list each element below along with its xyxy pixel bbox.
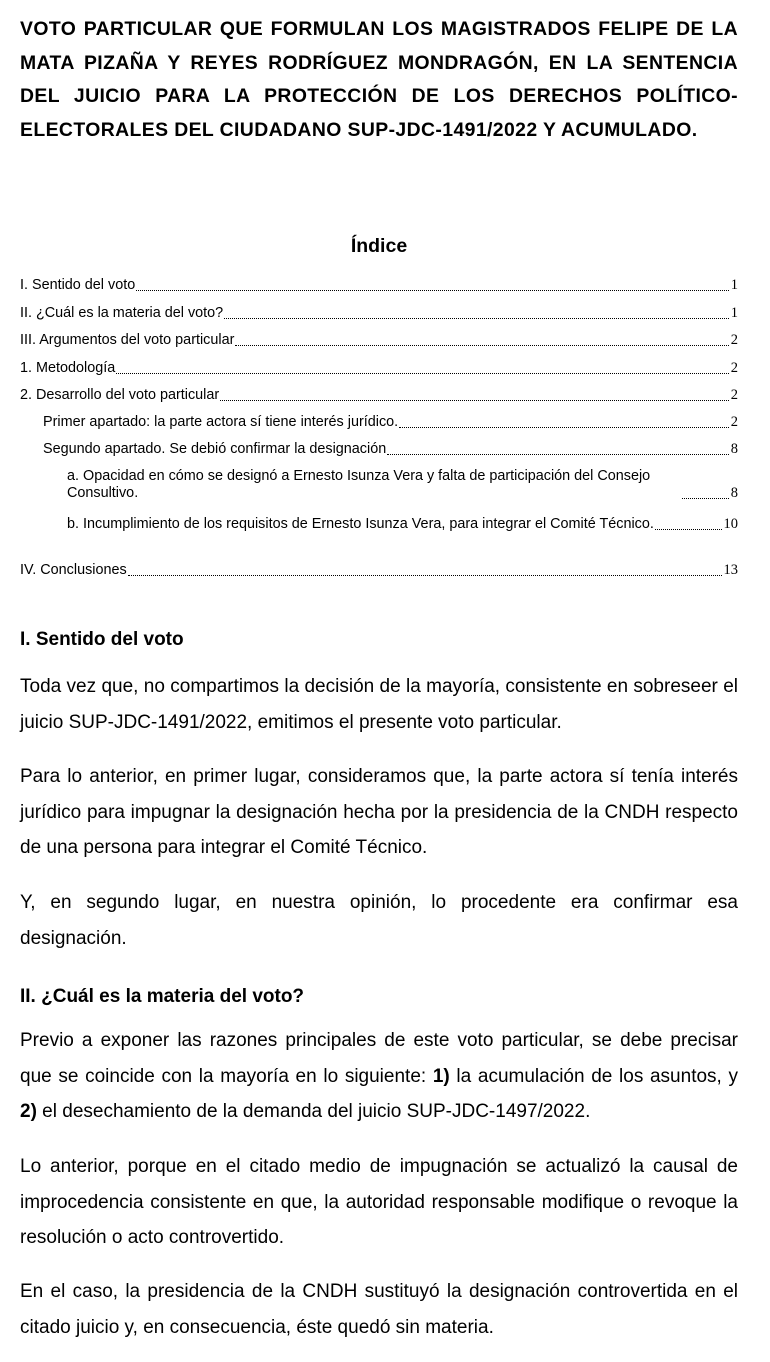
toc-page-number: 1 xyxy=(730,305,738,321)
toc-page-number: 10 xyxy=(723,516,738,532)
toc-entry-conclusiones[interactable] xyxy=(20,562,738,579)
toc-page-number: 2 xyxy=(730,332,738,348)
paragraph: Lo anterior, porque en el citado medio de impugnación se actualizó la causal de improcedencia consistente en que, la autoridad responsable modifique o revoque la resolución o acto controvertido. xyxy=(20,1156,738,1248)
paragraph-materia: Previo a exponer las razones principales de este voto particular, se debe precisar que se coincide con la mayoría en lo siguiente: 1) la acumulación de los asuntos, y 2) el desechamiento de la demanda del juicio SUP-JDC-1497/2022. xyxy=(20,1030,738,1122)
toc-leader xyxy=(116,373,729,374)
toc-page-number: 13 xyxy=(723,562,738,578)
toc-entry-opacidad[interactable] xyxy=(67,468,738,502)
toc-entry-text: 1. Metodología xyxy=(20,360,116,376)
toc-page-number: 8 xyxy=(730,485,738,501)
toc-leader xyxy=(682,498,729,499)
toc-leader xyxy=(220,400,729,401)
toc-entry-text: Primer apartado: la parte actora sí tiene interés jurídico. xyxy=(43,414,399,430)
toc-leader xyxy=(387,454,729,455)
section-heading-materia: II. ¿Cuál es la materia del voto? xyxy=(20,986,305,1007)
toc-leader xyxy=(128,575,722,576)
toc-page-number: 2 xyxy=(730,360,738,376)
toc-entry-segundo-apartado[interactable] xyxy=(43,441,738,458)
toc-entry-text: Segundo apartado. Se debió confirmar la designación xyxy=(43,441,387,457)
toc-page-number: 2 xyxy=(730,387,738,403)
document-title: VOTO PARTICULAR QUE FORMULAN LOS MAGISTRADOS FELIPE DE LA MATA PIZAÑA Y REYES RODRÍGUEZ MONDRAGÓN, EN LA SENTENCIA DEL JUICIO PARA LA PROTECCIÓN DE LOS DERECHOS POLÍTICO-ELECTORALES DEL CIUDADANO SUP-JDC-1491/2022 Y ACUMULADO. xyxy=(20,18,738,141)
toc-leader xyxy=(235,345,728,346)
toc-leader xyxy=(224,318,729,319)
toc-entry-text: b. Incumplimiento de los requisitos de Ernesto Isunza Vera, para integrar el Comité Técnico. xyxy=(67,516,654,532)
toc-entry-argumentos[interactable] xyxy=(20,332,738,349)
toc-entry-text: IV. Conclusiones xyxy=(20,562,127,578)
paragraph: En el caso, la presidencia de la CNDH sustituyó la designación controvertida en el citado juicio y, en consecuencia, éste quedó sin materia. xyxy=(20,1281,738,1338)
toc-entry-desarrollo[interactable] xyxy=(20,387,738,404)
toc-entry-incumplimiento[interactable] xyxy=(67,516,738,533)
toc-entry-sentido[interactable] xyxy=(20,277,738,294)
toc-page-number: 8 xyxy=(730,441,738,457)
paragraph: Y, en segundo lugar, en nuestra opinión, lo procedente era confirmar esa designación. xyxy=(20,892,738,949)
toc-entry-metodologia[interactable] xyxy=(20,360,738,377)
toc-page-number: 2 xyxy=(730,414,738,430)
toc-entry-text: a. Opacidad en cómo se designó a Ernesto Isunza Vera y falta de participación del Consejo Consultivo. xyxy=(67,468,651,501)
toc-leader xyxy=(136,290,729,291)
toc-leader xyxy=(399,427,729,428)
toc-entry-text: 2. Desarrollo del voto particular xyxy=(20,387,220,403)
paragraph: Toda vez que, no compartimos la decisión de la mayoría, consistente en sobreseer el juicio SUP-JDC-1491/2022, emitimos el presente voto particular. xyxy=(20,676,738,733)
toc-page-number: 1 xyxy=(730,277,738,293)
toc-entry-materia[interactable] xyxy=(20,305,738,322)
toc-entry-text: III. Argumentos del voto particular xyxy=(20,332,235,348)
toc-heading: Índice xyxy=(350,235,408,257)
toc-entry-text: II. ¿Cuál es la materia del voto? xyxy=(20,305,224,321)
toc-leader xyxy=(655,529,722,530)
paragraph: Para lo anterior, en primer lugar, consideramos que, la parte actora sí tenía interés jurídico para impugnar la designación hecha por la presidencia de la CNDH respecto de una persona para integrar el Comité Técnico. xyxy=(20,766,738,858)
toc-entry-text: I. Sentido del voto xyxy=(20,277,136,293)
toc-entry-primer-apartado[interactable] xyxy=(43,414,738,431)
section-heading-sentido: I. Sentido del voto xyxy=(20,629,184,650)
